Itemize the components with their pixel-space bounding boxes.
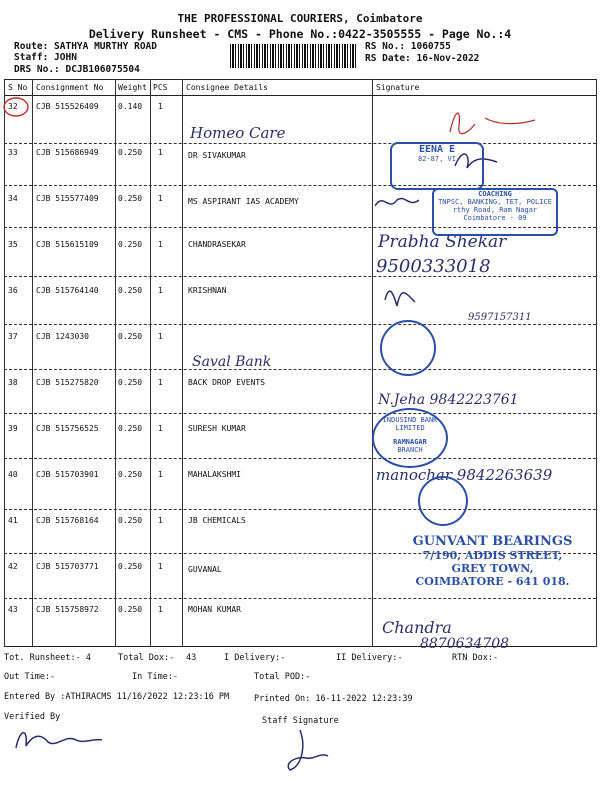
ii-delivery: II Delivery:-	[336, 653, 403, 663]
row-weight: 0.250	[118, 240, 143, 249]
row-consignment: CJB 515526409	[36, 102, 99, 111]
handwritten-signature: Chandra	[382, 618, 452, 637]
handwritten-phone: 9500333018	[376, 256, 491, 277]
row-pcs: 1	[158, 102, 163, 111]
row-consignment: CJB 515577409	[36, 194, 99, 203]
row-pcs: 1	[158, 148, 163, 157]
total-dox-value: 43	[186, 653, 197, 663]
table-top-rule	[4, 79, 596, 80]
stamp-line: Coimbatore - 09	[463, 214, 527, 222]
row-consignment: CJB 515275820	[36, 378, 99, 387]
i-delivery: I Delivery:-	[224, 653, 286, 663]
stamp-line: GUNVANT BEARINGS	[412, 534, 573, 549]
row-weight: 0.250	[118, 562, 143, 571]
row-pcs: 1	[158, 605, 163, 614]
row-pcs: 1	[158, 332, 163, 341]
stamp-line: INDUSIND BANK LIMITED	[382, 416, 438, 432]
row-consignee: KRISHNAN	[188, 286, 227, 295]
row-sno: 40	[8, 470, 18, 479]
stamp-line: GREY TOWN,	[451, 562, 534, 575]
col-header-pcs: PCS	[153, 83, 168, 92]
rtn-dox: RTN Dox:-	[452, 653, 499, 663]
row-consignment: CJB 515768164	[36, 516, 99, 525]
row-sno: 35	[8, 240, 18, 249]
staff-signature-scribble	[280, 726, 340, 776]
round-stamp	[418, 476, 468, 526]
stamp-line: 82-87, VI	[418, 155, 456, 163]
row-weight: 0.250	[118, 332, 143, 341]
col-divider	[4, 79, 5, 647]
row-weight: 0.140	[118, 102, 143, 111]
row-sno: 41	[8, 516, 18, 525]
total-pod: Total POD:-	[254, 672, 311, 682]
stamp	[390, 142, 484, 190]
row-consignee: BACK DROP EVENTS	[188, 378, 266, 387]
handwritten-note: Homeo Care	[190, 124, 286, 142]
row-consignee: MS ASPIRANT IAS ACADEMY	[188, 197, 299, 206]
verified-by: Verified By	[4, 712, 61, 722]
col-divider	[32, 79, 33, 647]
row-weight: 0.250	[118, 378, 143, 387]
entered-by: Entered By :ATHIRACMS 11/16/2022 12:23:16 PM	[4, 692, 230, 702]
row-pcs: 1	[158, 470, 163, 479]
handwritten-phone: 9597157311	[468, 312, 532, 323]
col-divider	[372, 79, 373, 647]
stamp-line: EENA E	[418, 144, 456, 155]
tot-runsheet: Tot. Runsheet:- 4	[4, 653, 91, 663]
handwritten-signature: Prabha Shekar	[378, 232, 507, 252]
row-consignee: JB CHEMICALS	[188, 516, 246, 525]
row-sno: 39	[8, 424, 18, 433]
row-consignment: CJB 515686949	[36, 148, 99, 157]
col-header-consignment: Consignment No	[36, 83, 104, 92]
row-pcs: 1	[158, 240, 163, 249]
row-consignment: CJB 515756525	[36, 424, 99, 433]
runsheet-subtitle: Delivery Runsheet - CMS - Phone No.:0422-3505555 - Page No.:4	[88, 27, 512, 41]
printed-on: Printed On: 16-11-2022 12:23:39	[254, 694, 413, 704]
row-consignee: MOHAN KUMAR	[188, 605, 241, 614]
row-sno: 43	[8, 605, 18, 614]
row-consignment: CJB 515764140	[36, 286, 99, 295]
stamp	[432, 188, 558, 236]
row-sno: 34	[8, 194, 18, 203]
stamp-line: rthy Road, Ram Nagar	[452, 206, 538, 214]
red-circle-annotation	[2, 96, 30, 118]
row-pcs: 1	[158, 286, 163, 295]
stamp-line: COACHING	[478, 190, 512, 198]
row-pcs: 1	[158, 516, 163, 525]
row-pcs: 1	[158, 378, 163, 387]
row-sno: 38	[8, 378, 18, 387]
row-weight: 0.250	[118, 605, 143, 614]
row-sno: 33	[8, 148, 18, 157]
handwritten-signature: N.Jeha 9842223761	[378, 392, 519, 408]
company-stamp	[400, 534, 585, 588]
row-consignee: DR SIVAKUMAR	[188, 151, 246, 160]
out-time: Out Time:-	[4, 672, 56, 682]
row-weight: 0.250	[118, 148, 143, 157]
barcode	[230, 44, 358, 68]
row-pcs: 1	[158, 194, 163, 203]
row-consignee: GUVANAL	[188, 565, 222, 574]
handwritten-note: Saval Bank	[192, 354, 272, 370]
row-sno: 42	[8, 562, 18, 571]
staff-label: Staff: JOHN	[14, 52, 77, 63]
total-dox-label: Total Dox:-	[118, 653, 175, 663]
row-weight: 0.250	[118, 516, 143, 525]
staff-signature: Staff Signature	[262, 716, 339, 726]
row-sno: 32	[8, 102, 18, 111]
col-divider	[150, 79, 151, 647]
drs-number: DRS No.: DCJB106075504	[14, 64, 140, 75]
company-title: THE PROFESSIONAL COURIERS, Coimbatore	[177, 12, 423, 25]
col-header-sno: S No	[8, 83, 28, 92]
row-pcs: 1	[158, 562, 163, 571]
handwritten-phone: 8870634708	[420, 636, 510, 652]
row-weight: 0.250	[118, 424, 143, 433]
stamp-line: BRANCH	[397, 446, 423, 454]
row-consignment: CJB 515703771	[36, 562, 99, 571]
in-time: In Time:-	[132, 672, 179, 682]
stamp-line: TNPSC, BANKING, TET, POLICE	[438, 198, 552, 206]
bank-stamp	[372, 408, 448, 468]
row-consignment: CJB 515703901	[36, 470, 99, 479]
row-weight: 0.250	[118, 194, 143, 203]
row-weight: 0.250	[118, 286, 143, 295]
col-header-weight: Weight	[118, 83, 147, 92]
row-consignee: SURESH KUMAR	[188, 424, 246, 433]
stamp-line: 7/190, ADDIS STREET,	[422, 549, 563, 562]
col-divider	[115, 79, 116, 647]
row-consignee: MAHALAKSHMI	[188, 470, 241, 479]
stamp-line: COIMBATORE - 641 018.	[415, 575, 570, 588]
row-consignment: CJB 515758972	[36, 605, 99, 614]
row-sno: 37	[8, 332, 18, 341]
rs-number: RS No.: 1060755	[365, 41, 451, 52]
rs-date: RS Date: 16-Nov-2022	[365, 53, 480, 64]
row-weight: 0.250	[118, 470, 143, 479]
route-label: Route: SATHYA MURTHY ROAD	[14, 41, 157, 52]
col-divider	[182, 79, 183, 647]
row-pcs: 1	[158, 424, 163, 433]
col-header-signature: Signature	[376, 83, 420, 92]
stamp-line: RAMNAGAR	[393, 438, 427, 446]
verified-signature	[10, 718, 110, 758]
col-header-consignee: Consignee Details	[186, 83, 268, 92]
round-stamp	[380, 320, 436, 376]
row-consignee: CHANDRASEKAR	[188, 240, 246, 249]
handwritten-signature: manochar 9842263639	[376, 466, 553, 484]
row-sno: 36	[8, 286, 18, 295]
row-consignment: CJB 515615109	[36, 240, 99, 249]
row-consignment: CJB 1243030	[36, 332, 89, 341]
